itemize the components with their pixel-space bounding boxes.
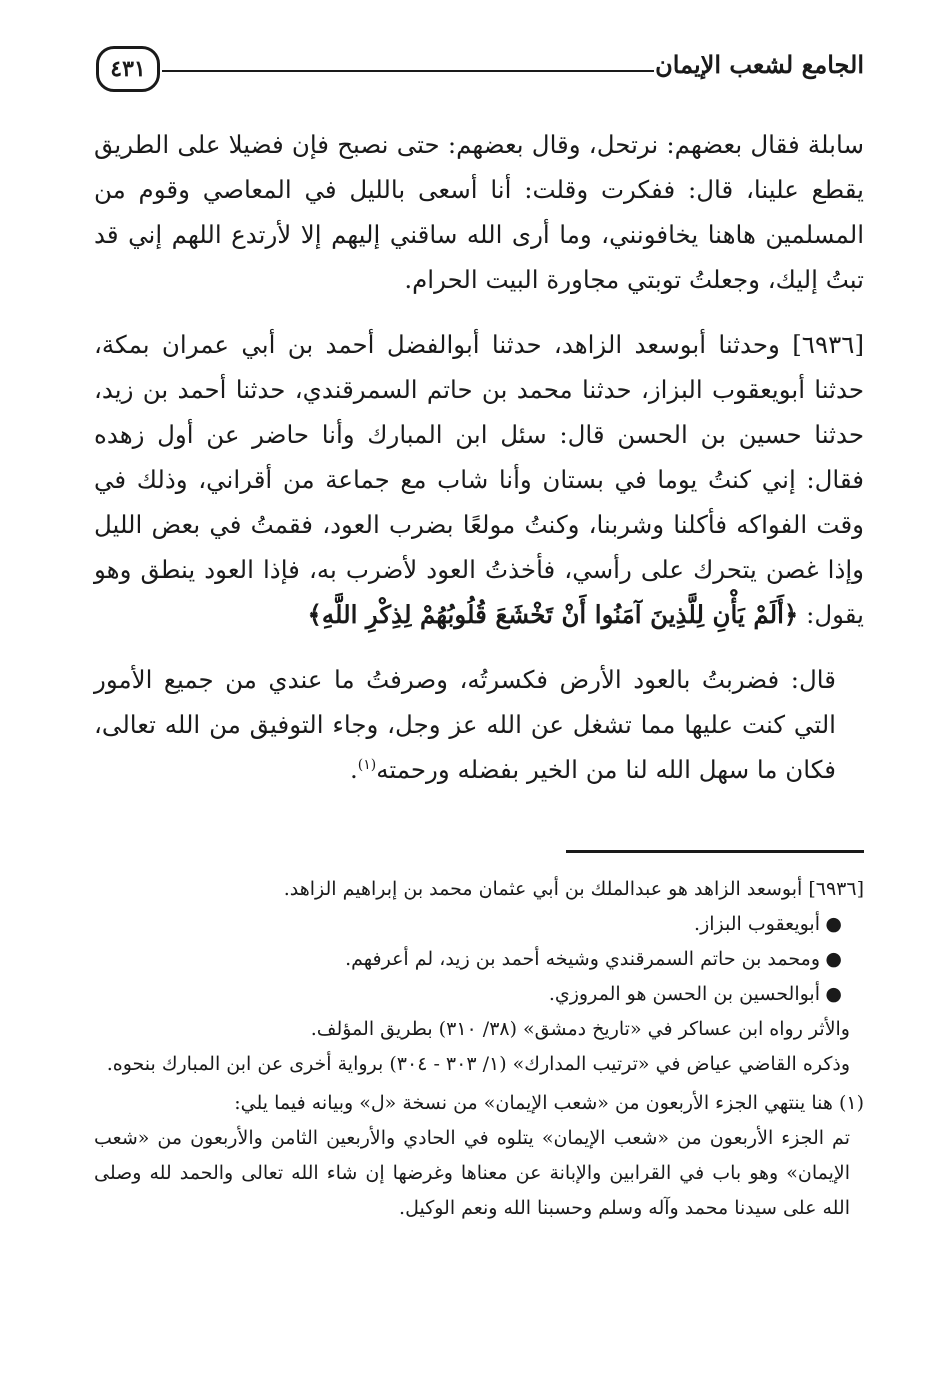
footnote-1: (١) هنا ينتهي الجزء الأربعون من «شعب الإيمان» من نسخة «ل» وبيانه فيما يلي: bbox=[234, 1092, 864, 1114]
bullet-text: ومحمد بن حاتم السمرقندي وشيخه أحمد بن زيد، لم أعرفهم. bbox=[345, 948, 820, 970]
quran-verse: ﴿أَلَمْ يَأْنِ لِلَّذِينَ آمَنُوا أَنْ تَخْشَعَ قُلُوبُهُمْ لِذِكْرِ اللَّهِ﴾ bbox=[307, 600, 799, 629]
bullet-text: أبويعقوب البزاز. bbox=[694, 913, 820, 935]
narration-number: [٦٩٣٦] bbox=[792, 330, 864, 359]
paragraph-continuation: سابلة فقال بعضهم: نرتحل، وقال بعضهم: حتى نصبح فإن فضيلا على الطريق يقطع علينا، قال: ففكرت وقلت: أنا أسعى بالليل في المعاصي وقوم من المسلمين هاهنا يخافونني، وما أرى الله ساقني إليهم إلا لأرتدع اللهم إني قد تبتُ إليك، وجعلتُ توبتي مجاورة البيت الحرام. bbox=[94, 130, 864, 294]
footnote-bullet-item bbox=[94, 907, 842, 942]
page-number: ٤٣١ bbox=[96, 46, 160, 92]
footnote-bullet-list bbox=[94, 907, 864, 1012]
footnote-marker: (١) bbox=[357, 756, 377, 773]
bullet-icon: ● bbox=[825, 983, 842, 1005]
paragraph-narration bbox=[94, 322, 864, 637]
footnote-1-colophon: تم الجزء الأربعون من «شعب الإيمان» يتلوه في الحادي والأربعين الثامن والأربعون من «شعب الإيمان» وهو باب في القرابين والإبانة عن معناها وغرضها إن شاء الله تعالى والحمد لله وصلى الله على سيدنا محمد وآله وسلم وحسبنا الله ونعم الوكيل. bbox=[94, 1127, 850, 1219]
bullet-text: أبوالحسين بن الحسن هو المروزي. bbox=[548, 983, 820, 1005]
footnote-source-qadi-iyad: وذكره القاضي عياض في «ترتيب المدارك» (١/ ٣٠٣ - ٣٠٤) برواية أخرى عن ابن المبارك بنحوه. bbox=[106, 1053, 850, 1075]
narration-text: وحدثنا أبوسعد الزاهد، حدثنا أبوالفضل أحمد بن أبي عمران بمكة، حدثنا أبويعقوب البزاز، حدثنا محمد بن حاتم السمرقندي، حدثنا أحمد بن زيد، حدثنا حسين بن الحسن قال: سئل ابن المبارك وأنا حاضر عن أول زهده فقال: إني كنتُ يوما في بستان وأنا شاب مع جماعة من أقراني، وذلك في وقت الفواكه فأكلنا وشربنا، وكنتُ مولعًا بضرب العود، فقمتُ في بعض الليل وإذا غصن يتحرك على رأسي، فأخذتُ العود لأضرب به، فإذا العود ينطق وهو يقول: bbox=[94, 330, 864, 629]
footnote-source-ibn-asakir: والأثر رواه ابن عساكر في «تاريخ دمشق» (٣٨/ ٣١٠) بطريق المؤلف. bbox=[310, 1018, 850, 1040]
bullet-icon: ● bbox=[825, 948, 842, 970]
footnotes bbox=[94, 872, 864, 1226]
bullet-icon: ● bbox=[825, 913, 842, 935]
conclusion-text: قال: فضربتُ بالعود الأرض فكسرتُه، وصرفتُ ما عندي من جميع الأمور التي كنت عليها مما تشغل عن الله عز وجل، وجاء التوفيق من الله تعالى، فكان ما سهل الله لنا من الخير بفضله ورحمته bbox=[94, 665, 836, 784]
footnote-bullet-item bbox=[94, 977, 842, 1012]
footnote-separator bbox=[566, 850, 864, 853]
header-rule bbox=[162, 70, 654, 72]
footnote-bullet-item bbox=[94, 942, 842, 977]
running-header bbox=[96, 40, 864, 104]
paragraph-conclusion bbox=[94, 657, 864, 792]
book-title: الجامع لشعب الإيمان bbox=[655, 50, 864, 79]
footnote-narration: [٦٩٣٦] أبوسعد الزاهد هو عبدالملك بن أبي عثمان محمد بن إبراهيم الزاهد. bbox=[283, 878, 864, 900]
conclusion-end: . bbox=[349, 755, 358, 784]
main-text bbox=[94, 122, 864, 812]
